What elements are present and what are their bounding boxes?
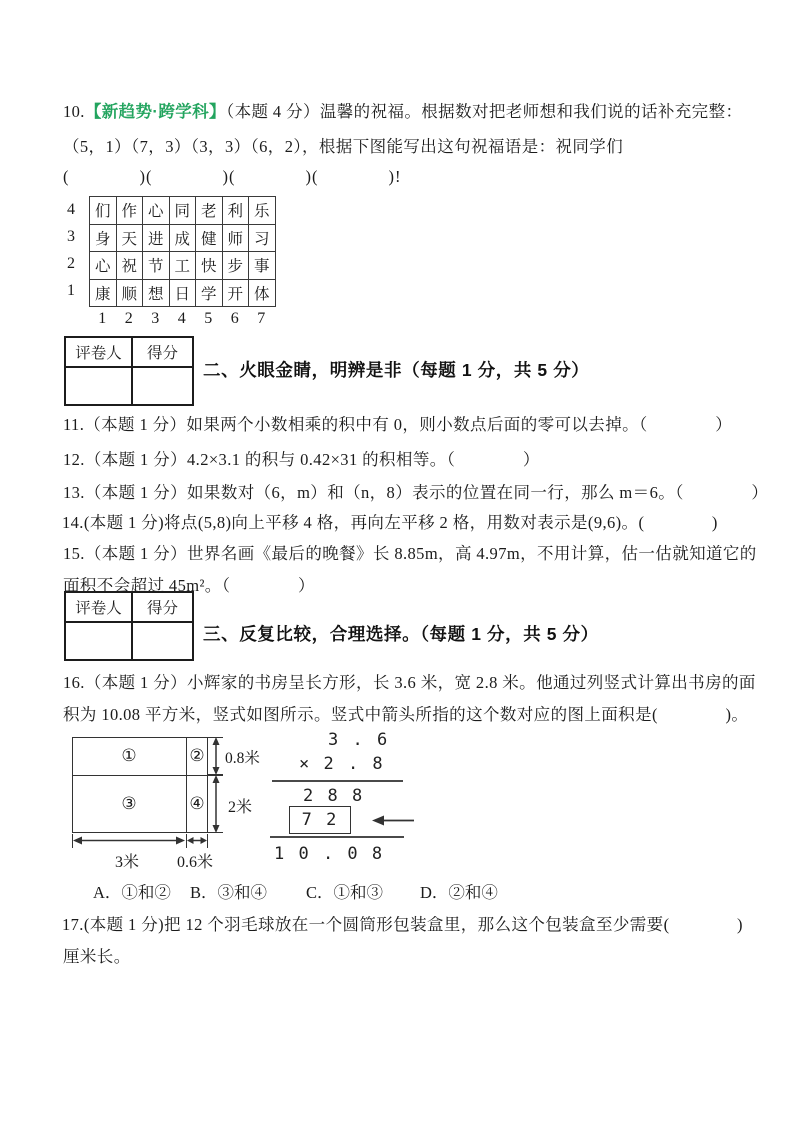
grid-cell: 康 (90, 280, 117, 307)
question-17-line1: 17.(本题 1 分)把 12 个羽毛球放在一个圆筒形包装盒里，那么这个包装盒至少需要( ) (62, 915, 743, 934)
question-10-tag: 【新趋势·跨学科】 (84, 103, 226, 121)
question-13: 13.（本题 1 分）如果数对（6，m）和（n，8）表示的位置在同一行，那么 m＝6。（ ） (63, 483, 769, 502)
question-16-line1: 16.（本题 1 分）小辉家的书房呈长方形，长 3.6 米，宽 2.8 米。他通过列竖式计算出书房的面 (63, 673, 756, 692)
grid-cell: 习 (249, 225, 275, 253)
option-c: C．①和③ (306, 883, 384, 902)
grid-cell: 身 (90, 225, 117, 253)
question-14: 14.(本题 1 分)将点(5,8)向上平移 4 格，再向左平移 2 格，用数对表示是(9,6)。( ) (62, 513, 718, 532)
grid-row (90, 280, 275, 307)
section-3-title: 三、反复比较，合理选择。（每题 1 分，共 5 分） (203, 624, 599, 644)
grid-cell: 步 (223, 252, 250, 280)
option-b: B．③和④ (190, 883, 268, 902)
grid-cell: 心 (143, 197, 170, 225)
mult-rule-1 (272, 780, 403, 782)
region-4-label: ④ (189, 794, 205, 813)
grid-cell: 学 (196, 280, 223, 307)
grid-col-label: 6 (230, 310, 239, 327)
grid-cell: 开 (223, 280, 250, 307)
dim-label-2m: 2米 (228, 799, 253, 816)
mult-multiplier: × 2 . 8 (299, 754, 385, 774)
grid-cell: 体 (253, 285, 270, 303)
grid-cell: 想 (143, 280, 170, 307)
grid-cell: 心 (90, 252, 117, 280)
grid-cell: 成 (170, 225, 197, 253)
grid-cell: 老 (196, 197, 223, 225)
option-a: A．①和② (93, 883, 171, 902)
grid-row (90, 252, 275, 280)
mult-partial-product-1: 2 8 8 (303, 786, 365, 806)
region-2-label: ② (189, 746, 205, 765)
grid-cell: 同 (170, 197, 197, 225)
reviewer-blank-cell (66, 623, 133, 659)
grid-col-label: 7 (257, 310, 266, 327)
reviewer-header-cell: 评卷人 (66, 593, 133, 623)
grid-cell: 师 (223, 225, 250, 253)
grid-col-label: 3 (151, 310, 160, 327)
grid-row-labels (60, 196, 82, 305)
grid-cell: 工 (170, 252, 197, 280)
question-10-answer-blanks: ( )( )( )( )! (63, 167, 402, 186)
question-10-number: 10. (63, 102, 85, 121)
option-d: D．②和④ (420, 883, 498, 902)
dim-label-3m: 3米 (114, 854, 139, 871)
mult-partial-product-2-box (289, 806, 351, 834)
grid-cell: 作 (117, 197, 144, 225)
region-3-label: ③ (121, 794, 137, 813)
question-12: 12.（本题 1 分）4.2×3.1 的积与 0.42×31 的积相等。（ ） (63, 450, 540, 469)
mult-product: 1 0 . 0 8 (274, 844, 385, 864)
question-10-pairs: （5，1）（7，3）（3，3）（6，2），根据下图能写出这句祝福语是：祝同学们 (63, 137, 624, 156)
grid-cell: 们 (90, 197, 117, 225)
question-16-line2: 积为 10.08 平方米，竖式如图所示。竖式中箭头所指的这个数对应的图上面积是( )。 (63, 705, 749, 724)
score-blank-cell (133, 368, 192, 404)
question-10-intro: （本题 4 分）温馨的祝福。根据数对把老师想和我们说的话补充完整： (225, 102, 743, 121)
region-1-label: ① (121, 746, 137, 765)
grid-row-label: 4 (67, 200, 75, 218)
height-2m-arrow (210, 775, 222, 833)
width-0.6m-arrow (187, 834, 207, 847)
grid-row-label: 3 (67, 227, 75, 245)
mult-multiplicand: 3 . 6 (328, 730, 390, 750)
height-0.8m-arrow (210, 737, 222, 775)
dim-label-0.8m: 0.8米 (225, 750, 260, 767)
grid-cell: 天 (117, 225, 144, 253)
mult-partial-product-2: 7 2 (301, 810, 339, 830)
grid-row-label: 2 (67, 255, 75, 273)
grid-cell: 事 (249, 252, 275, 280)
question-15-line2: 面积不会超过 45m²。（ ） (63, 576, 315, 595)
question-17-line2: 厘米长。 (63, 947, 131, 966)
grid-cell: 进 (143, 225, 170, 253)
grid-cell: 祝 (117, 252, 144, 280)
grid-row-label: 1 (67, 282, 75, 300)
grid-col-label: 4 (177, 310, 186, 327)
arrow-pointer-icon (372, 814, 414, 827)
grid-cell: 顺 (117, 280, 144, 307)
mult-rule-2 (270, 836, 404, 838)
grader-score-table (64, 336, 194, 406)
grid-col-label: 5 (204, 310, 213, 327)
character-grid (89, 196, 276, 307)
grid-cell: 快 (196, 252, 223, 280)
grid-cell: 健 (196, 225, 223, 253)
grader-score-table (64, 591, 194, 661)
grid-column-labels (89, 310, 275, 328)
score-header-cell: 得分 (133, 338, 192, 368)
width-3m-arrow (73, 834, 185, 847)
grid-row (90, 197, 275, 225)
grid-col-label: 2 (124, 310, 133, 327)
dim-label-0.6m: 0.6米 (177, 854, 214, 871)
reviewer-header-cell: 评卷人 (66, 338, 133, 368)
section-2-title: 二、火眼金睛，明辨是非（每题 1 分，共 5 分） (203, 360, 590, 380)
question-11: 11.（本题 1 分）如果两个小数相乘的积中有 0，则小数点后面的零可以去掉。（ ） (63, 415, 733, 434)
grid-row (90, 225, 275, 253)
question-10-line1 (63, 98, 742, 122)
score-header-cell: 得分 (133, 593, 192, 623)
grid-cell: 节 (143, 252, 170, 280)
question-15-line1: 15.（本题 1 分）世界名画《最后的晚餐》长 8.85m，高 4.97m，不用计算，估一估就知道它的 (63, 544, 757, 563)
grid-cell: 日 (170, 280, 197, 307)
grid-cell: 乐 (249, 197, 275, 225)
score-blank-cell (133, 623, 192, 659)
reviewer-blank-cell (66, 368, 133, 404)
grid-cell: 利 (223, 197, 250, 225)
grid-col-label: 1 (98, 310, 107, 327)
